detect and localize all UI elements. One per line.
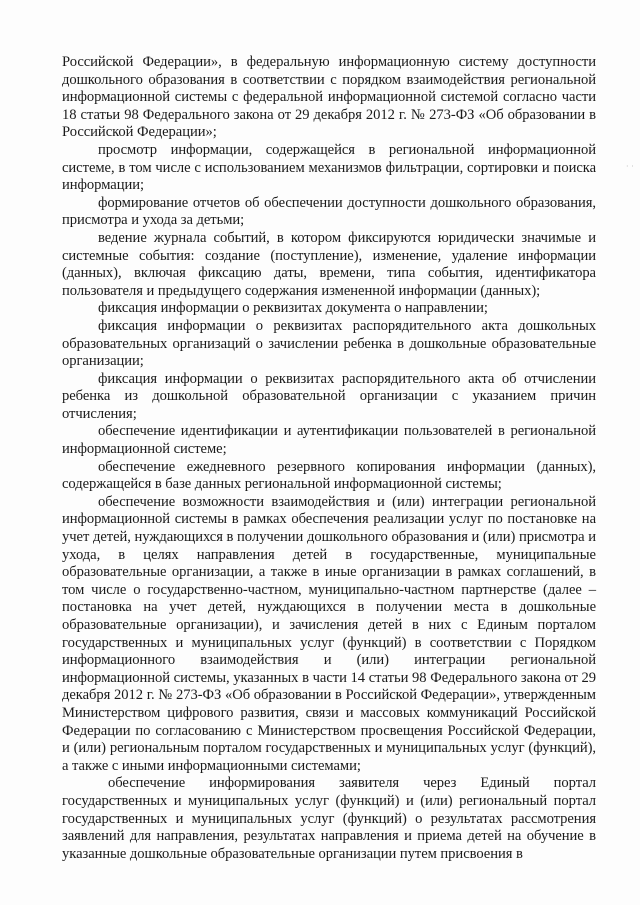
paragraph-reports: формирование отчетов об обеспечении доступности дошкольного образования, присмотра и ухода за детьми;: [62, 194, 596, 229]
document-body: [62, 54, 596, 863]
paragraph-view-information: просмотр информации, содержащейся в региональной информационной системе, в том числе с использованием механизмов фильтрации, сортировки и поиска информации;: [62, 141, 596, 194]
paragraph-referral-details: фиксация информации о реквизитах документа о направлении;: [98, 300, 488, 317]
paragraph-applicant-notification: обеспечение информирования заявителя через Единый портал государственных и муниципальных услуг (функций) и (или) региональный портал государственных и муниципальных услуг (функций) о результатах рассмотрения заявлений для направления, результатах направления и приема детей на обучение в указанные дошкольные образовательные организации путем присвоения в: [62, 775, 596, 862]
paragraph-enrollment-act: фиксация информации о реквизитах распорядительного акта дошкольных образовательных организаций о зачислении ребенка в дошкольные образовательные организации;: [62, 317, 596, 370]
paragraph-backup: обеспечение ежедневного резервного копирования информации (данных), содержащейся в базе данных региональной информационной системы;: [62, 458, 596, 493]
paragraph-integration: обеспечение возможности взаимодействия и (или) интеграции региональной информационной системы в рамках обеспечения реализации услуг по постановке на учет детей, нуждающихся в получении дошкольного образования и (или) присмотра и ухода, в целях направления детей в государственные, муниципальные образовательные организации, а также в иные организации в рамках соглашений, в том числе о государственно-частном, муниципально-частном партнерстве (далее – постановка на учет детей, нуждающихся в получении места в дошкольные образовательные организации), и зачисления детей в них с Единым порталом государственных и муниципальных услуг (функций) в соответствии с Порядком информационного взаимодействия и (или) интеграции региональной информационной системы, указанных в части 14 статьи 98 Федерального закона от 29 декабря 2012 г. № 273-ФЗ «Об образовании в Российской Федерации», утвержденным Министерством цифрового развития, связи и массовых коммуникаций Российской Федерации по согласованию с Министерством просвещения Российской Федерации, и (или) региональным порталом государственных и муниципальных услуг (функций), а также с иными информационными системами;: [62, 493, 596, 774]
paragraph-continuation: Российской Федерации», в федеральную информационную систему доступности дошкольного образования в соответствии с порядком взаимодействия региональной информационной системы с федеральной информационной системой согласно части 18 статьи 98 Федерального закона от 29 декабря 2012 г. № 273-ФЗ «Об образовании в Российской Федерации»;: [62, 54, 596, 141]
paragraph-event-log: ведение журнала событий, в котором фиксируются юридически значимые и системные события: создание (поступление), изменение, удаление информации (данных), включая фиксацию даты, времени, типа события, идентификатора пользователя и предыдущего содержания измененной информации (данных);: [62, 229, 596, 299]
paragraph-expulsion-act: фиксация информации о реквизитах распорядительного акта об отчислении ребенка из дошкольной образовательной организации с указанием причин отчисления;: [62, 370, 596, 422]
scan-margin-mark: · ·: [626, 162, 634, 171]
paragraph-authentication: обеспечение идентификации и аутентификации пользователей в региональной информационной системе;: [62, 423, 596, 458]
